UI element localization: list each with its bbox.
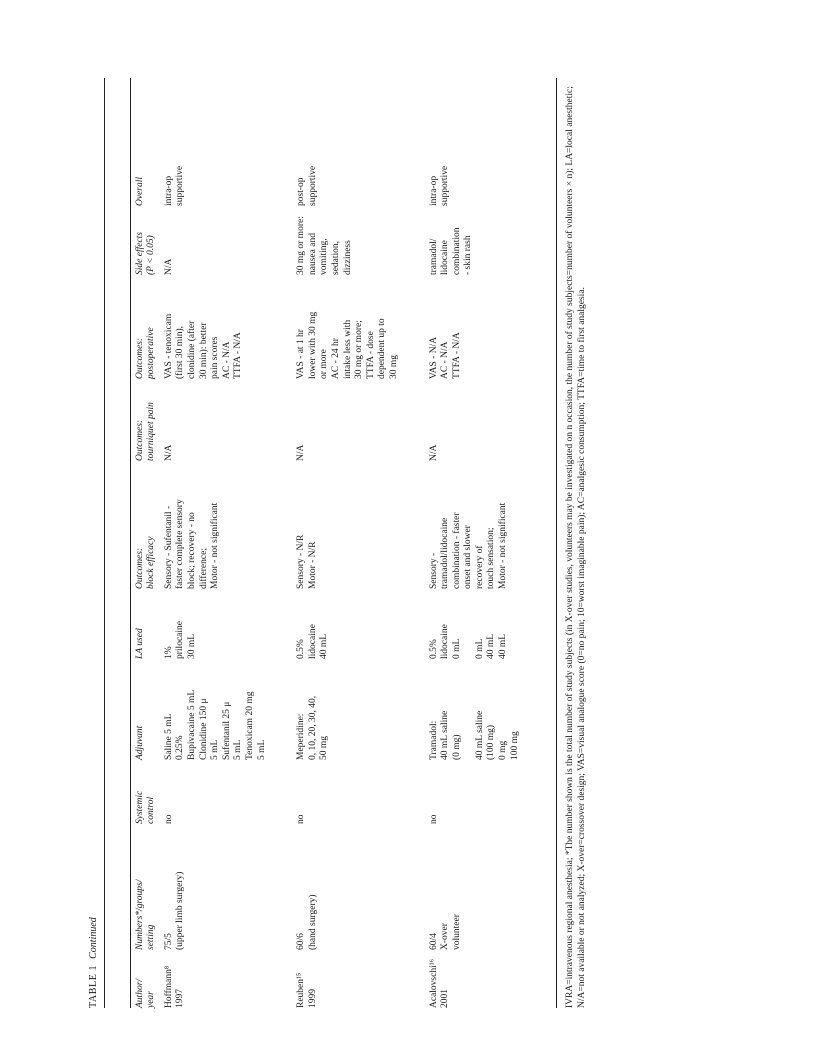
cell-author bbox=[423, 950, 544, 1008]
table-row bbox=[423, 78, 544, 1008]
header-line: tourniquet pain bbox=[146, 402, 157, 461]
cell-line: Sensory - N/R bbox=[296, 534, 307, 589]
cell-line: dizziness bbox=[342, 240, 353, 275]
cell-line: 1% bbox=[163, 646, 174, 659]
cell-overall bbox=[158, 78, 290, 206]
cell-line: VAS - tenoxicam bbox=[163, 313, 174, 379]
cell-control bbox=[290, 760, 422, 824]
header-postoperative bbox=[135, 275, 158, 379]
cell-overall bbox=[290, 78, 422, 206]
cell-line: 0.5% bbox=[296, 639, 307, 659]
cell-line: 30 mg or more; bbox=[354, 320, 365, 379]
cell-la bbox=[158, 589, 290, 659]
table-body bbox=[158, 78, 543, 1008]
cell-la bbox=[423, 589, 544, 659]
cell-line: sedation, bbox=[330, 240, 341, 275]
cell-line: 0.25% bbox=[175, 735, 186, 760]
cell-line: prilocaine bbox=[175, 621, 186, 659]
cell-tourniquet bbox=[158, 379, 290, 461]
cell-line: Motor - not significant bbox=[498, 502, 509, 589]
cell-line: 5 mL bbox=[256, 739, 267, 760]
cell-control bbox=[423, 760, 544, 824]
cell-numbers bbox=[158, 824, 290, 950]
cell-line: - skin rash bbox=[463, 235, 474, 275]
cell-line: N/A bbox=[428, 444, 439, 461]
cell-line: combination - faster bbox=[451, 512, 462, 589]
cell-adjuvant bbox=[290, 659, 422, 760]
cell-line: Motor - N/R bbox=[307, 541, 318, 589]
cell-numbers bbox=[423, 824, 544, 950]
cell-line: 40 mL saline bbox=[440, 710, 451, 760]
cell-line: pain scores bbox=[210, 336, 221, 379]
cell-block bbox=[158, 461, 290, 589]
header-line: Systemic bbox=[135, 790, 145, 824]
cell-line: 30 mg or more: bbox=[296, 216, 307, 275]
cell-numbers bbox=[290, 824, 422, 950]
cell-line: tramadol/lidocaine bbox=[440, 517, 451, 589]
cell-line: N/A bbox=[163, 444, 174, 461]
cell-author bbox=[290, 950, 422, 1008]
cell-line: TTFA - dose bbox=[365, 331, 376, 379]
cell-line: (upper limb surgery) bbox=[175, 871, 186, 950]
cell-line: (100 mg) bbox=[486, 724, 497, 760]
table-row bbox=[158, 78, 290, 1008]
cell-line: intra-op bbox=[163, 175, 174, 206]
cell-la bbox=[290, 589, 422, 659]
header-line: Adjuvant bbox=[135, 725, 145, 760]
header-line: Author/ bbox=[135, 978, 145, 1008]
cell-line: lidocaine bbox=[440, 624, 451, 659]
cell-line: 0 mL bbox=[451, 638, 462, 659]
cell-line: combination bbox=[451, 227, 462, 275]
cell-tourniquet bbox=[290, 379, 422, 461]
top-rule bbox=[104, 78, 105, 1008]
header-tourniquet-pain bbox=[135, 379, 158, 461]
cell-line: Saline 5 mL bbox=[163, 713, 174, 760]
cell-line: or more bbox=[319, 349, 330, 379]
cell-author bbox=[158, 950, 290, 1008]
cell-line: Reuben¹⁵ bbox=[296, 972, 307, 1008]
cell-line: Tenoxicam 20 mg bbox=[244, 691, 255, 760]
table-row bbox=[290, 78, 422, 1008]
cell-overall bbox=[423, 78, 544, 206]
table-header-row bbox=[135, 78, 158, 1008]
cell-line: 60/4 bbox=[428, 933, 439, 950]
cell-line: recovery of bbox=[474, 545, 485, 589]
cell-line: no bbox=[296, 814, 307, 824]
cell-line: AC - N/A bbox=[221, 341, 232, 379]
cell-line: intake less with bbox=[342, 319, 353, 379]
header-rule bbox=[130, 78, 131, 1008]
header-side-effects bbox=[135, 206, 158, 275]
cell-line: vomiting, bbox=[319, 238, 330, 275]
header-line: Outcomes: bbox=[135, 419, 145, 461]
cell-adjuvant bbox=[158, 659, 290, 760]
cell-postop bbox=[158, 275, 290, 379]
cell-line: 1999 bbox=[307, 989, 318, 1008]
cell-line: 0.5% bbox=[428, 639, 439, 659]
cell-line: 40 mL bbox=[319, 633, 330, 659]
cell-line: VAS - N/A bbox=[428, 336, 439, 379]
cell-line: 30 min): better bbox=[198, 322, 209, 379]
cell-line: Sensory - Sufentanil - bbox=[163, 505, 174, 589]
cell-line: no bbox=[428, 814, 439, 824]
header-author bbox=[135, 950, 158, 1008]
cell-line: TTFA - N/A bbox=[233, 332, 244, 379]
cell-line: X-over bbox=[440, 923, 451, 950]
cell-line: (hand surgery) bbox=[307, 894, 318, 950]
header-numbers bbox=[135, 824, 158, 950]
cell-line: 40 mL bbox=[498, 633, 509, 659]
header-line: setting bbox=[146, 924, 157, 950]
cell-line: Bupivacaine 5 mL bbox=[187, 689, 197, 760]
cell-block bbox=[423, 461, 544, 589]
cell-line: Meperidine: bbox=[296, 713, 307, 760]
header-line: control bbox=[146, 796, 157, 824]
cell-line: 0 mg bbox=[498, 740, 509, 760]
header-line: year bbox=[146, 991, 157, 1008]
cell-line: onset and slower bbox=[463, 525, 474, 589]
cell-line: 1997 bbox=[175, 989, 186, 1008]
cell-line: 60/6 bbox=[296, 933, 307, 950]
table-continued-note: Continued bbox=[88, 917, 99, 959]
cell-line: lower with 30 mg bbox=[307, 311, 318, 379]
cell-line: difference; bbox=[198, 548, 209, 589]
study-table bbox=[135, 78, 543, 1008]
cell-line: lidocaine bbox=[440, 240, 451, 275]
cell-line: AC - N/A bbox=[440, 341, 451, 379]
line-spacer bbox=[463, 662, 475, 760]
cell-line: Hoffmann⁸ bbox=[163, 965, 174, 1008]
cell-line: supportive bbox=[175, 165, 186, 206]
cell-line: 30 mg bbox=[388, 354, 399, 379]
cell-line: 100 mg bbox=[509, 731, 520, 760]
cell-line: nausea and bbox=[307, 233, 318, 275]
cell-line: 40 mL saline bbox=[474, 710, 485, 760]
header-line: (P < 0.05) bbox=[146, 235, 157, 275]
cell-line: VAS - at 1 hr bbox=[296, 329, 307, 379]
header-line: block efficacy bbox=[146, 536, 157, 589]
cell-line: 50 mg bbox=[319, 735, 330, 760]
cell-line: dependent up to bbox=[377, 318, 388, 379]
cell-line: 30 mL bbox=[187, 633, 197, 659]
cell-line: clonidine (after bbox=[187, 320, 197, 379]
cell-line: (first 30 min), bbox=[175, 325, 186, 379]
cell-line: Motor - not significant bbox=[210, 502, 221, 589]
cell-adjuvant bbox=[423, 659, 544, 760]
cell-line: faster complete sensory bbox=[175, 499, 186, 589]
cell-postop bbox=[290, 275, 422, 379]
cell-line: Tramadol: bbox=[428, 720, 439, 760]
table-caption bbox=[88, 917, 100, 1008]
header-overall bbox=[135, 78, 158, 206]
cell-line: post-op bbox=[296, 177, 307, 206]
cell-block bbox=[290, 461, 422, 589]
cell-line: Sufentanil 25 μ bbox=[221, 701, 232, 760]
cell-line: (0 mg) bbox=[451, 734, 462, 760]
cell-line: AC - 24 hr bbox=[330, 338, 341, 379]
header-control bbox=[135, 760, 158, 824]
cell-line: touch sensation; bbox=[486, 527, 497, 589]
cell-line: 2001 bbox=[440, 989, 451, 1008]
cell-line: no bbox=[163, 814, 174, 824]
cell-line: supportive bbox=[307, 165, 318, 206]
cell-control bbox=[158, 760, 290, 824]
cell-side bbox=[423, 206, 544, 275]
cell-line: N/A bbox=[163, 258, 174, 275]
cell-postop bbox=[423, 275, 544, 379]
cell-line: volunteer bbox=[451, 914, 462, 950]
header-line: Outcomes: bbox=[135, 337, 145, 379]
header-line: Overall bbox=[135, 176, 145, 206]
cell-line: intra-op bbox=[428, 175, 439, 206]
cell-line: N/A bbox=[296, 444, 307, 461]
header-line: Outcomes: bbox=[135, 547, 145, 589]
cell-line: supportive bbox=[440, 165, 451, 206]
cell-side bbox=[158, 206, 290, 275]
cell-line: 5 mL bbox=[210, 739, 221, 760]
cell-line: lidocaine bbox=[307, 624, 318, 659]
cell-tourniquet bbox=[423, 379, 544, 461]
table-footnote: IVRA=intravenous regional anesthesia; *The number shown is the total number of study subjects (in X-over studies, volunteers may be investigated on n occasion, the number of study subjects=number of volunteers × n); LA=local anesthetic; N/A=not available or not analyzed; X-over=crossover design; VAS=visual analogue score (0=no pain; 10=worst imaginable pain); AC=analgesic consumption; TTFA=time to first analgesia. bbox=[565, 86, 587, 1008]
header-line: LA used bbox=[135, 628, 145, 659]
cell-side bbox=[290, 206, 422, 275]
cell-line: Clonidine 150 μ bbox=[198, 698, 209, 760]
cell-line: 5 mL bbox=[233, 739, 244, 760]
cell-line: tramadol/ bbox=[428, 238, 439, 275]
header-line: postoperative bbox=[146, 327, 157, 379]
cell-line: Sensory - bbox=[428, 552, 439, 589]
header-la-used bbox=[135, 589, 158, 659]
cell-line: 75/5 bbox=[163, 933, 174, 950]
line-spacer bbox=[463, 592, 475, 659]
cell-line: TTFA - N/A bbox=[451, 332, 462, 379]
table-label: TABLE 1 bbox=[88, 964, 99, 1008]
rotated-table-page bbox=[82, 63, 712, 1018]
header-line: Numbers*/groups/ bbox=[135, 879, 145, 950]
header-line: Side effects bbox=[135, 232, 145, 275]
header-adjuvant bbox=[135, 659, 158, 760]
cell-line: 40 mL bbox=[486, 633, 497, 659]
cell-line: Acalovschi¹⁶ bbox=[428, 959, 439, 1008]
cell-line: 0 mL bbox=[474, 638, 485, 659]
header-block-efficacy bbox=[135, 461, 158, 589]
bottom-rule bbox=[556, 78, 557, 1008]
cell-line: 0, 10, 20, 30, 40, bbox=[307, 695, 318, 760]
cell-line: block; recovery - no bbox=[187, 512, 197, 589]
